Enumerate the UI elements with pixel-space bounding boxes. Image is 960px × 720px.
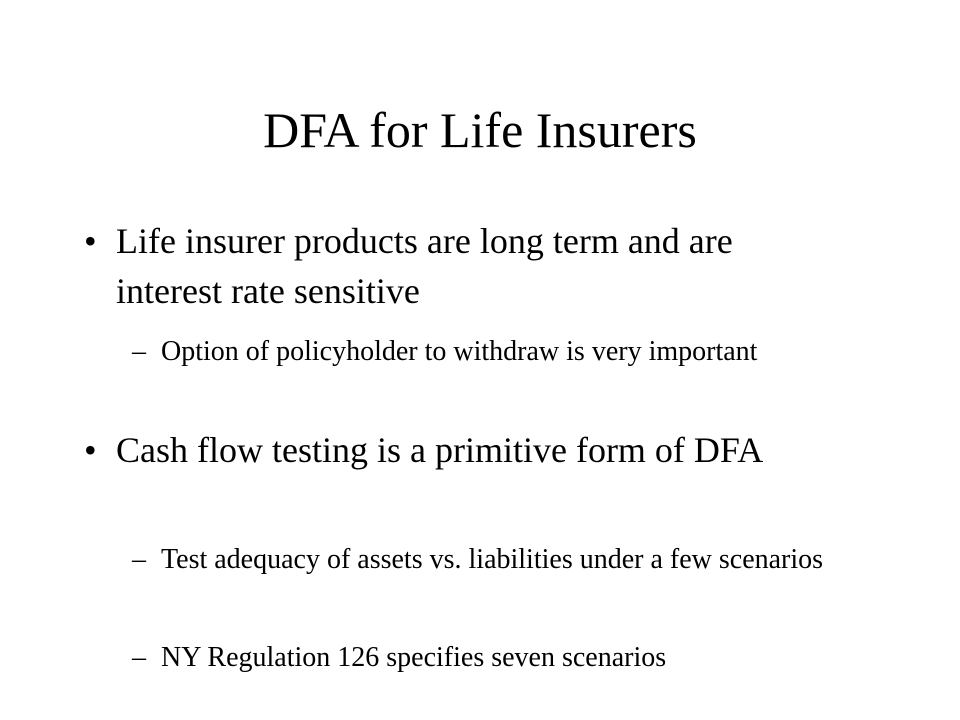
slide-title: DFA for Life Insurers [263, 102, 697, 158]
subpoint-marker: – [132, 642, 146, 673]
bullet-item [84, 425, 844, 475]
bullet-marker: • [84, 221, 97, 261]
subpoint-item [132, 330, 837, 374]
subpoint-item [132, 636, 837, 680]
bullet-item [84, 216, 844, 316]
subpoint-marker: – [132, 336, 146, 367]
subpoint-text: NY Regulation 126 specifies seven scenarios [161, 642, 667, 673]
subpoint-item [132, 538, 837, 582]
bullet-text: Cash flow testing is a primitive form of DFA [116, 430, 764, 470]
subpoint-marker: – [132, 544, 146, 575]
subpoint-text: Test adequacy of assets vs. liabilities under a few scenarios [161, 544, 824, 575]
bullet-text: Life insurer products are long term and are interest rate sensitive [116, 221, 733, 311]
subpoint-text: Option of policyholder to withdraw is very important [161, 336, 758, 367]
bullet-marker: • [84, 430, 97, 470]
